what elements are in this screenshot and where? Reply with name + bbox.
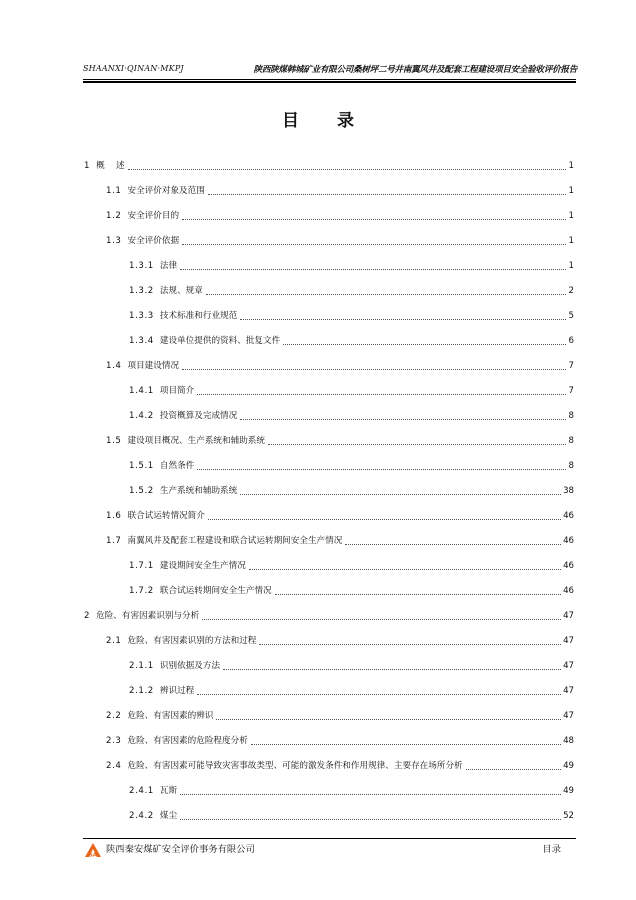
toc-entry-page: 52 [563, 811, 574, 821]
toc-dot-leader [197, 468, 566, 470]
toc-entry-page: 46 [563, 536, 574, 546]
toc-entry[interactable] [84, 697, 574, 722]
toc-dot-leader [182, 218, 566, 220]
toc-entry-title: 危险、有害因素识别的方法和过程 [127, 636, 257, 646]
toc-entry-page: 49 [563, 761, 574, 771]
toc-entry[interactable] [84, 497, 574, 522]
toc-entry-page: 46 [563, 561, 574, 571]
toc-entry-title: 建设期间安全生产情况 [159, 561, 246, 571]
toc-entry[interactable] [84, 722, 574, 747]
toc-entry-page: 2 [568, 286, 574, 296]
toc-entry-number: 1.3.2 [129, 286, 154, 296]
toc-entry-page: 47 [563, 686, 574, 696]
toc-entry-page: 1 [568, 236, 574, 246]
toc-entry-number: 1.4 [106, 361, 122, 371]
toc-entry[interactable] [84, 347, 574, 372]
footer-section-label: 目录 [542, 844, 561, 855]
toc-entry-number: 2.2 [106, 711, 122, 721]
toc-entry[interactable] [84, 322, 574, 347]
toc-entry-title: 安全评价对象及范围 [127, 186, 205, 196]
toc-entry-number: 1.5.1 [129, 461, 154, 471]
toc-entry[interactable] [84, 222, 574, 247]
toc-dot-leader [216, 718, 561, 720]
toc-entry-page: 47 [563, 711, 574, 721]
toc-entry-number: 1.7.1 [129, 561, 154, 571]
toc-entry-title: 识别依据及方法 [159, 661, 221, 671]
toc-entry[interactable] [84, 372, 574, 397]
toc-dot-leader [259, 643, 561, 645]
toc-entry-number: 1.7 [106, 536, 122, 546]
toc-entry-title: 危险、有害因素可能导致灾害事故类型、可能的激发条件和作用规律、主要存在场所分析 [127, 761, 463, 771]
toc-entry[interactable] [84, 547, 574, 572]
toc-entry-title: 危险、有害因素的辨识 [127, 711, 214, 721]
toc-entry-number: 1.6 [106, 511, 122, 521]
footer-company-name: 陕西秦安煤矿安全评价事务有限公司 [106, 844, 255, 855]
toc-entry-title: 瓦斯 [159, 786, 178, 796]
toc-entry[interactable] [84, 772, 574, 797]
toc-entry-page: 7 [568, 361, 574, 371]
toc-entry-title: 安全评价依据 [127, 236, 180, 246]
header-left-text: SHAANXI·QINAN·MKPJ [83, 64, 184, 73]
toc-entry-number: 1.3 [106, 236, 122, 246]
toc-entry-page: 38 [563, 486, 574, 496]
toc-dot-leader [182, 368, 566, 370]
toc-entry-page: 1 [568, 211, 574, 221]
toc-dot-leader [240, 318, 566, 320]
header-rule-thick [83, 81, 576, 83]
toc-entry-page: 1 [568, 186, 574, 196]
toc-dot-leader [208, 518, 561, 520]
toc-entry[interactable] [84, 197, 574, 222]
toc-entry-title: 投资概算及完成情况 [159, 411, 238, 421]
toc-entry[interactable] [84, 272, 574, 297]
toc-dot-leader [466, 768, 561, 770]
toc-entry-title: 建设项目概况、生产系统和辅助系统 [127, 436, 265, 446]
toc-dot-leader [208, 193, 566, 195]
toc-dot-leader [182, 243, 566, 245]
toc-entry[interactable] [84, 572, 574, 597]
toc-entry-number: 1.1 [106, 186, 122, 196]
toc-dot-leader [268, 443, 566, 445]
toc-entry-page: 1 [568, 161, 574, 171]
toc-dot-leader [180, 268, 566, 270]
toc-entry-title: 煤尘 [159, 811, 178, 821]
toc-entry[interactable] [84, 797, 574, 822]
toc-entry[interactable] [84, 397, 574, 422]
toc-dot-leader [251, 743, 561, 745]
toc-dot-leader [202, 618, 561, 620]
toc-entry[interactable] [84, 297, 574, 322]
toc-entry-title: 生产系统和辅助系统 [159, 486, 238, 496]
toc-entry[interactable] [84, 472, 574, 497]
toc-entry-number: 2.4.1 [129, 786, 154, 796]
toc-entry-title: 南翼风井及配套工程建设和联合试运转期间安全生产情况 [127, 536, 343, 546]
toc-dot-leader [206, 293, 566, 295]
toc-entry-number: 1.4.1 [129, 386, 154, 396]
toc-entry-number: 1.5.2 [129, 486, 154, 496]
toc-entry-number: 1 [84, 161, 91, 171]
toc-entry-page: 1 [568, 261, 574, 271]
table-of-contents [84, 147, 574, 822]
header-rule-thin [83, 79, 576, 80]
toc-entry[interactable] [84, 622, 574, 647]
toc-dot-leader [345, 543, 561, 545]
toc-entry-page: 48 [563, 736, 574, 746]
toc-entry-page: 47 [563, 661, 574, 671]
toc-entry-title: 辨识过程 [159, 686, 195, 696]
toc-entry-page: 46 [563, 586, 574, 596]
toc-dot-leader [180, 793, 561, 795]
toc-entry-number: 2.1.2 [129, 686, 154, 696]
page-header [83, 60, 577, 78]
toc-entry-number: 2.3 [106, 736, 122, 746]
toc-entry-number: 1.3.4 [129, 336, 154, 346]
toc-entry-number: 2.1.1 [129, 661, 154, 671]
toc-entry-title: 联合试运转情况简介 [127, 511, 205, 521]
footer-rule [83, 838, 576, 839]
toc-entry-page: 6 [568, 336, 574, 346]
toc-entry[interactable] [84, 172, 574, 197]
toc-dot-leader [180, 818, 561, 820]
toc-dot-leader [223, 668, 561, 670]
toc-entry-title: 危险、有害因素的危险程度分析 [127, 736, 248, 746]
toc-entry-title: 危险、有害因素识别与分析 [96, 611, 200, 621]
toc-entry[interactable] [84, 747, 574, 772]
toc-entry-page: 49 [563, 786, 574, 796]
toc-entry-title: 技术标准和行业规范 [159, 311, 238, 321]
toc-entry-title: 安全评价目的 [127, 211, 180, 221]
toc-entry-number: 2.4.2 [129, 811, 154, 821]
toc-entry[interactable] [84, 422, 574, 447]
toc-entry-title: 联合试运转期间安全生产情况 [159, 586, 272, 596]
toc-entry-number: 2.1 [106, 636, 122, 646]
page-title: 目 录 [282, 111, 370, 131]
toc-dot-leader [128, 168, 566, 170]
toc-entry-page: 8 [568, 436, 574, 446]
svg-text:SA: SA [89, 852, 97, 858]
toc-entry-page: 47 [563, 611, 574, 621]
toc-entry-title: 建设单位提供的资料、批复文件 [159, 336, 281, 346]
toc-entry-page: 8 [568, 461, 574, 471]
toc-entry-page: 47 [563, 636, 574, 646]
toc-entry-number: 1.5 [106, 436, 122, 446]
toc-entry-page: 7 [568, 386, 574, 396]
toc-dot-leader [197, 393, 566, 395]
toc-entry[interactable] [84, 247, 574, 272]
toc-entry-number: 1.4.2 [129, 411, 154, 421]
toc-dot-leader [249, 568, 561, 570]
toc-entry[interactable] [84, 147, 574, 172]
toc-dot-leader [283, 343, 566, 345]
toc-entry-page: 5 [568, 311, 574, 321]
toc-entry-page: 46 [563, 511, 574, 521]
toc-entry-number: 1.2 [106, 211, 122, 221]
toc-dot-leader [240, 493, 561, 495]
toc-entry-number: 2 [84, 611, 91, 621]
toc-dot-leader [197, 693, 561, 695]
toc-entry-page: 8 [568, 411, 574, 421]
toc-entry-number: 1.7.2 [129, 586, 154, 596]
toc-dot-leader [240, 418, 566, 420]
toc-entry-title: 概 述 [96, 161, 125, 171]
toc-entry-title: 自然条件 [159, 461, 195, 471]
toc-entry-title: 项目简介 [159, 386, 195, 396]
toc-entry-number: 2.4 [106, 761, 122, 771]
toc-entry[interactable] [84, 522, 574, 547]
toc-entry-title: 项目建设情况 [127, 361, 180, 371]
toc-dot-leader [275, 593, 561, 595]
toc-entry-title: 法规、规章 [159, 286, 203, 296]
header-report-title: 陕西陕煤韩城矿业有限公司桑树坪二号井南翼风井及配套工程建设项目安全验收评价报告 [253, 65, 577, 75]
toc-entry-title: 法律 [159, 261, 178, 271]
toc-entry[interactable] [84, 672, 574, 697]
toc-entry-number: 1.3.1 [129, 261, 154, 271]
toc-entry[interactable] [84, 597, 574, 622]
toc-entry[interactable] [84, 447, 574, 472]
toc-entry[interactable] [84, 647, 574, 672]
company-logo-icon [84, 840, 102, 858]
toc-entry-number: 1.3.3 [129, 311, 154, 321]
